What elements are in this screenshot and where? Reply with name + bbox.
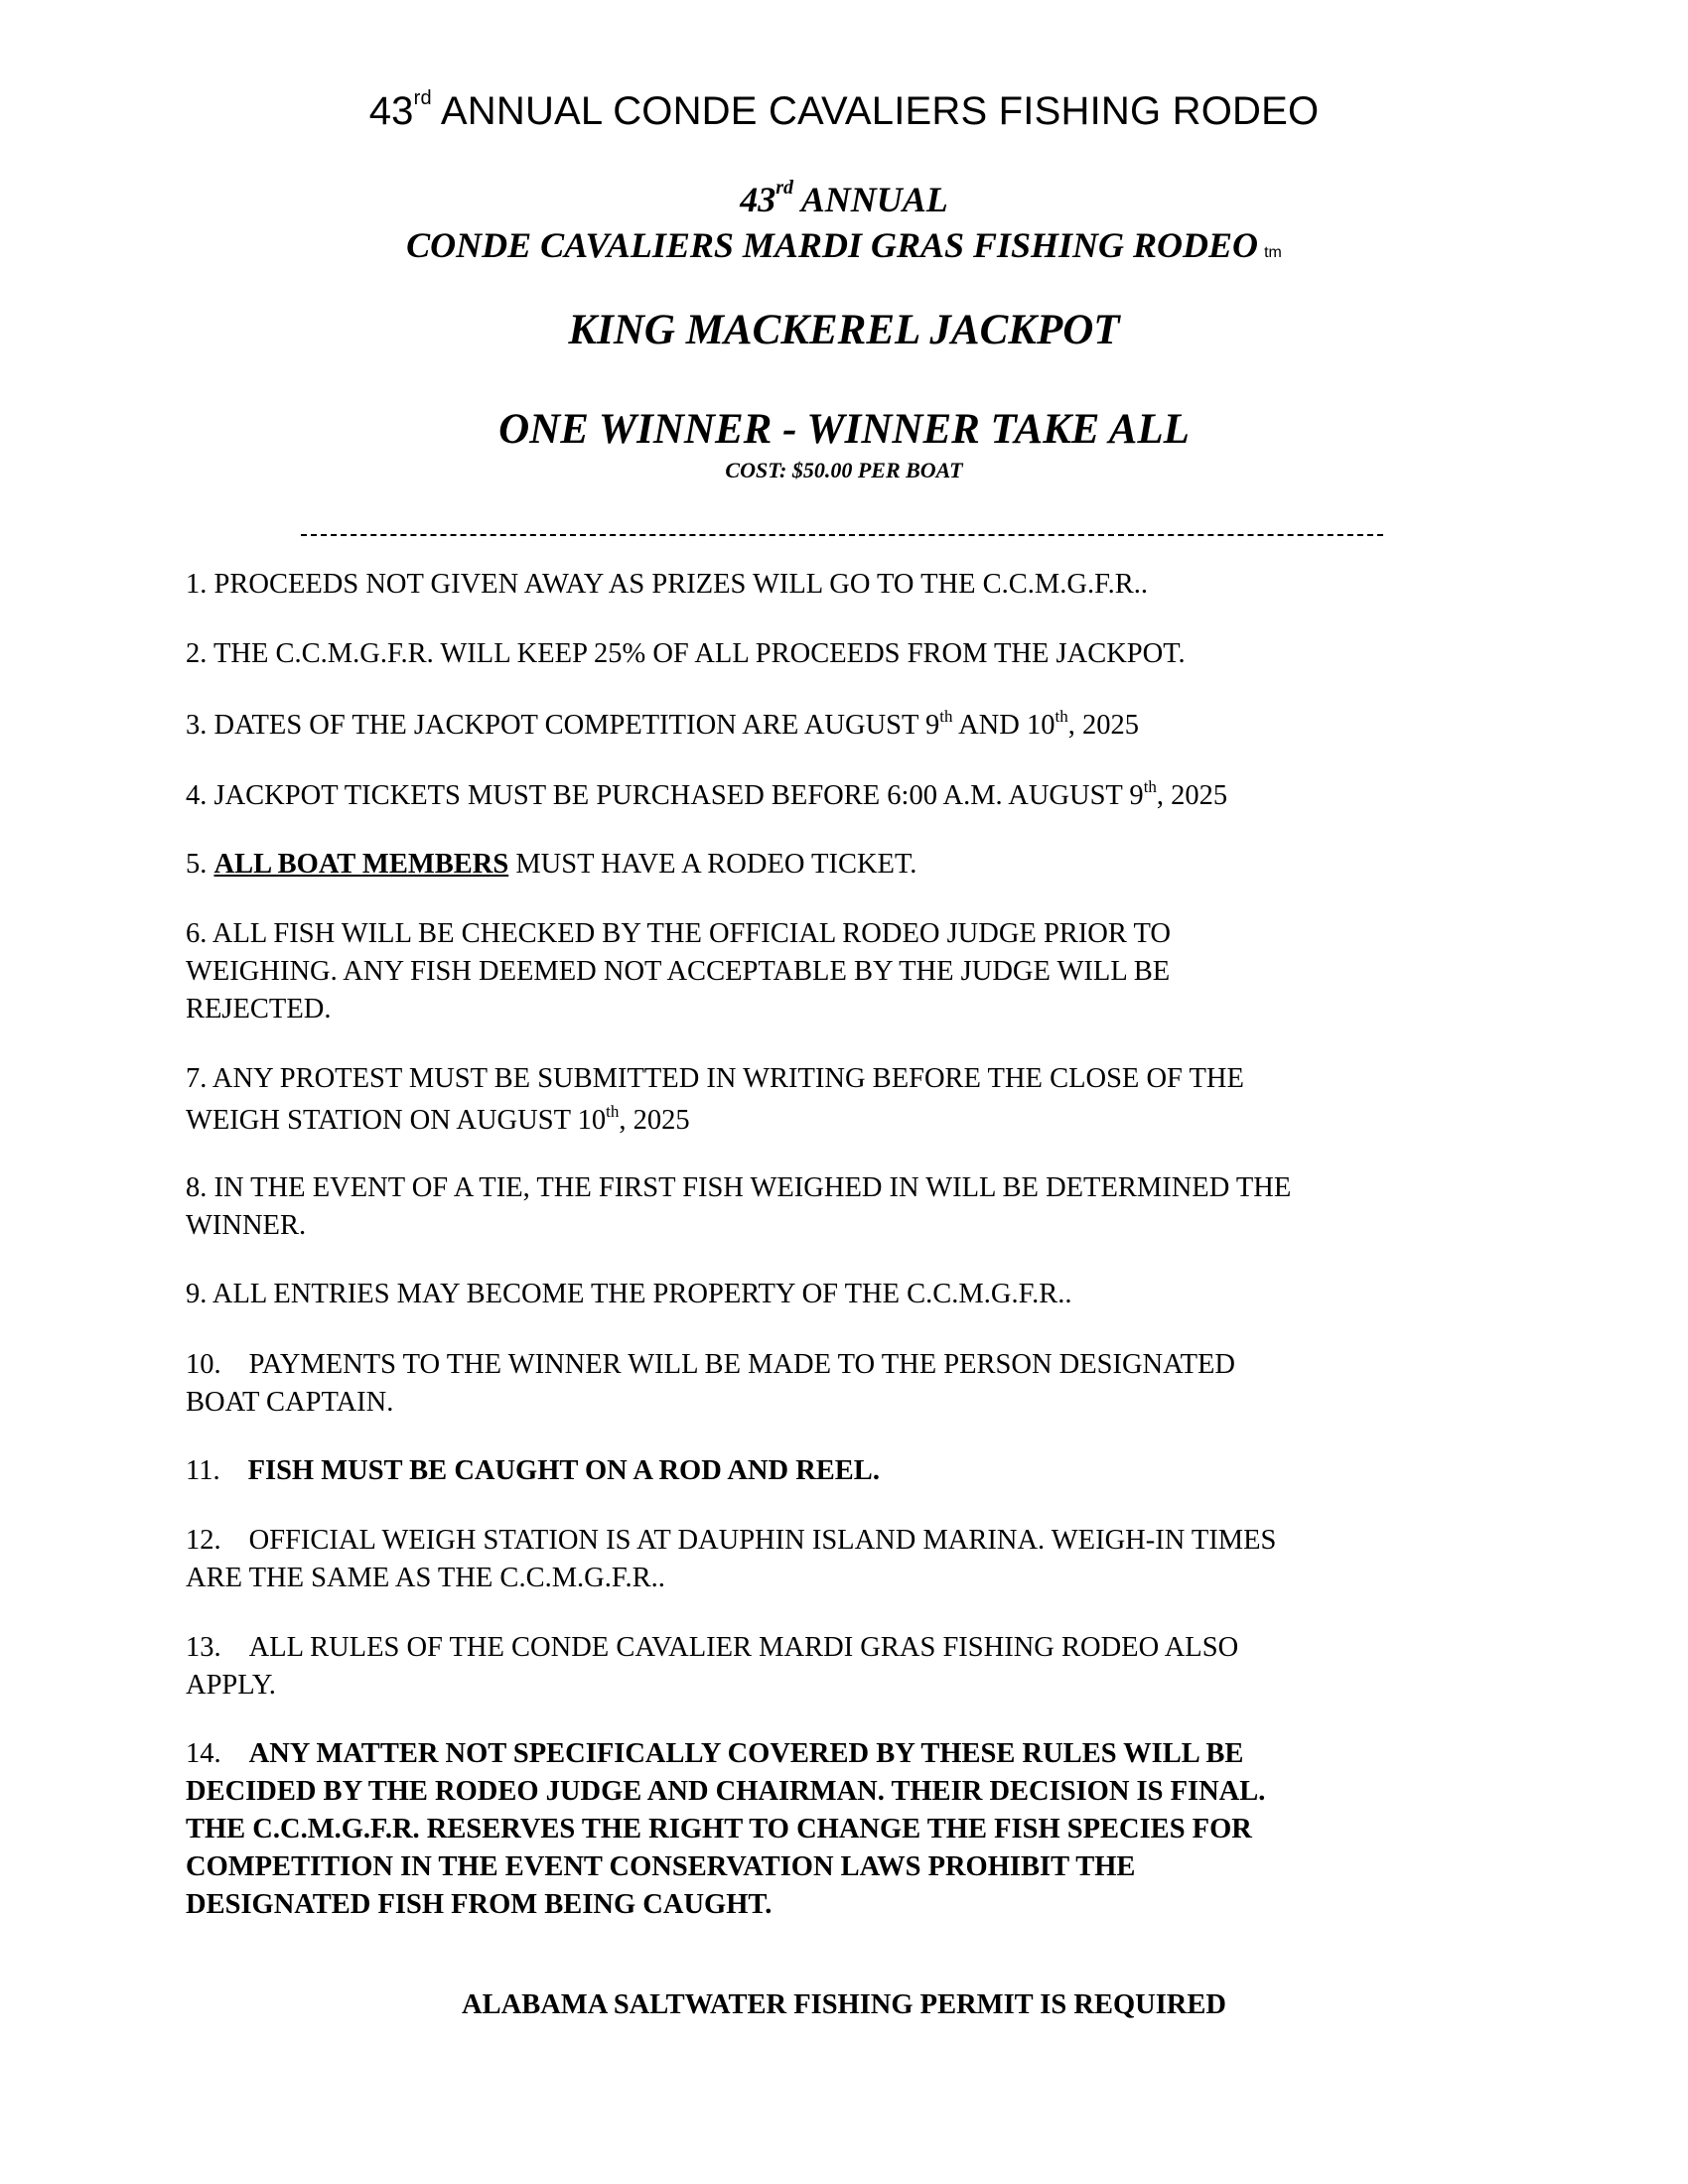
rule-14-line-1-text: ANY MATTER NOT SPECIFICALLY COVERED BY THESE RULES WILL BE	[248, 1738, 1244, 1769]
rule-11-text: FISH MUST BE CAUGHT ON A ROD AND REEL.	[247, 1455, 880, 1486]
rule-13-line-1-text: ALL RULES OF THE CONDE CAVALIER MARDI GRAS FISHING RODEO ALSO	[248, 1632, 1239, 1663]
rule-10-line-2: BOAT CAPTAIN.	[186, 1387, 394, 1418]
rule-12-line-1-text: OFFICIAL WEIGH STATION IS AT DAUPHIN ISLAND MARINA. WEIGH-IN TIMES	[248, 1525, 1277, 1556]
rule-10-number: 10.	[186, 1349, 221, 1380]
rule-5-rest: MUST HAVE A RODEO TICKET.	[508, 849, 917, 880]
rule-13-number: 13.	[186, 1632, 221, 1663]
rule-14	[186, 1735, 1506, 1924]
rule-12-line-2: ARE THE SAME AS THE C.C.M.G.F.R..	[186, 1563, 665, 1593]
subheader-number: 43	[740, 180, 776, 219]
rule-10	[186, 1346, 1506, 1422]
rule-14-number: 14.	[186, 1738, 221, 1769]
rule-9	[186, 1276, 1506, 1313]
rule-6-line-2: WEIGHING. ANY FISH DEEMED NOT ACCEPTABLE BY THE JUDGE WILL BE	[186, 956, 1171, 987]
rule-1-text: 1. PROCEEDS NOT GIVEN AWAY AS PRIZES WILL GO TO THE C.C.M.G.F.R..	[186, 569, 1149, 600]
rule-14-line-2: DECIDED BY THE RODEO JUDGE AND CHAIRMAN. THEIR DECISION IS FINAL.	[186, 1776, 1266, 1807]
rule-3	[186, 707, 1506, 745]
subheader-rodeo-name	[0, 224, 1688, 266]
rule-6	[186, 915, 1506, 1028]
rule-13	[186, 1629, 1506, 1705]
rule-14-line-3: THE C.C.M.G.F.R. RESERVES THE RIGHT TO CHANGE THE FISH SPECIES FOR	[186, 1814, 1252, 1844]
winner-line: ONE WINNER - WINNER TAKE ALL	[498, 406, 1190, 453]
rule-14-line-5: DESIGNATED FISH FROM BEING CAUGHT.	[186, 1889, 773, 1920]
rule-3-text-b: AND 10	[952, 710, 1055, 741]
header-title-text: ANNUAL CONDE CAVALIERS FISHING RODEO	[440, 89, 1320, 133]
rule-10-line-1	[186, 1346, 1506, 1384]
rule-4	[186, 777, 1506, 815]
rule-5-prefix: 5.	[186, 849, 214, 880]
rule-13-line-1	[186, 1629, 1506, 1667]
permit-notice: ALABAMA SALTWATER FISHING PERMIT IS REQUIRED	[462, 1989, 1226, 2020]
rule-7	[186, 1060, 1506, 1140]
rule-12-line-1	[186, 1522, 1506, 1560]
rule-8	[186, 1169, 1506, 1245]
rule-3-text-a: 3. DATES OF THE JACKPOT COMPETITION ARE AUGUST 9	[186, 710, 940, 741]
rule-4-text-b: , 2025	[1156, 780, 1228, 811]
rule-7-line-2	[186, 1102, 1506, 1140]
rule-10-line-1-text: PAYMENTS TO THE WINNER WILL BE MADE TO THE PERSON DESIGNATED	[248, 1349, 1235, 1380]
rule-8-line-1: 8. IN THE EVENT OF A TIE, THE FIRST FISH WEIGHED IN WILL BE DETERMINED THE	[186, 1172, 1292, 1203]
rule-4-text-a: 4. JACKPOT TICKETS MUST BE PURCHASED BEFORE 6:00 A.M. AUGUST 9	[186, 780, 1144, 811]
subheader-ordinal-suffix: rd	[775, 177, 794, 199]
rule-6-line-3: REJECTED.	[186, 994, 332, 1024]
rule-1	[186, 566, 1506, 604]
rule-3-text-c: , 2025	[1067, 710, 1139, 741]
rule-3-sup-a: th	[939, 707, 953, 726]
rule-11	[186, 1452, 1506, 1490]
page-header-title	[0, 89, 1688, 134]
rule-6-line-1: 6. ALL FISH WILL BE CHECKED BY THE OFFICIAL RODEO JUDGE PRIOR TO	[186, 918, 1171, 949]
rule-4-sup: th	[1143, 777, 1157, 796]
rule-7-line-2-b: , 2025	[619, 1105, 690, 1136]
header-number: 43	[368, 89, 414, 133]
rule-3-sup-b: th	[1055, 707, 1068, 726]
rodeo-name-text: CONDE CAVALIERS MARDI GRAS FISHING RODEO	[406, 225, 1259, 265]
trademark-mark: tm	[1264, 244, 1282, 261]
rule-5-emphasis: ALL BOAT MEMBERS	[213, 849, 509, 880]
rule-12	[186, 1522, 1506, 1597]
subheader-annual-text: ANNUAL	[800, 180, 948, 219]
rule-7-line-1: 7. ANY PROTEST MUST BE SUBMITTED IN WRITING BEFORE THE CLOSE OF THE	[186, 1063, 1244, 1094]
rule-13-line-2: APPLY.	[186, 1670, 276, 1701]
dashed-divider	[301, 534, 1383, 536]
rule-12-number: 12.	[186, 1525, 221, 1556]
rule-2-text: 2. THE C.C.M.G.F.R. WILL KEEP 25% OF ALL PROCEEDS FROM THE JACKPOT.	[186, 638, 1186, 669]
rule-5	[186, 846, 1506, 884]
cost-line: COST: $50.00 PER BOAT	[725, 458, 963, 482]
rule-14-line-1	[186, 1735, 1506, 1773]
jackpot-title: KING MACKEREL JACKPOT	[568, 307, 1120, 353]
rule-8-line-2: WINNER.	[186, 1210, 307, 1241]
rule-11-number: 11.	[186, 1455, 220, 1486]
header-ordinal-suffix: rd	[413, 87, 432, 109]
rule-7-sup: th	[606, 1102, 620, 1121]
rule-7-line-2-a: WEIGH STATION ON AUGUST 10	[186, 1105, 607, 1136]
subheader-annual	[0, 179, 1688, 220]
rule-9-text: 9. ALL ENTRIES MAY BECOME THE PROPERTY OF THE C.C.M.G.F.R..	[186, 1279, 1072, 1309]
rule-14-line-4: COMPETITION IN THE EVENT CONSERVATION LAWS PROHIBIT THE	[186, 1851, 1136, 1882]
rule-2	[186, 635, 1506, 673]
